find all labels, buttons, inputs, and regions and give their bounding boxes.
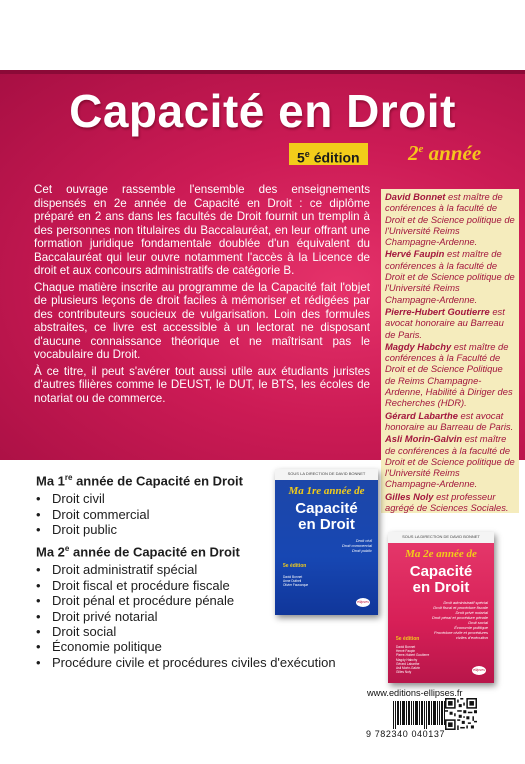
year1-heading xyxy=(36,473,243,488)
book-contents-item: Droit commercial xyxy=(341,543,372,548)
year1-heading-a: Ma 1 xyxy=(36,473,65,489)
book-author: Gilles Noly xyxy=(396,670,412,675)
book-author: David Bonnet xyxy=(283,575,303,579)
book-contents-item: Droit social xyxy=(468,620,488,625)
book-contents-item: Économie politique xyxy=(454,625,488,630)
author-text: est maître de conférences à la faculté de Droit et de Science politique de l'Université Reims Champagne-Ardenne. xyxy=(385,191,515,248)
author-bio xyxy=(385,410,515,433)
book-title-line: en Droit xyxy=(412,579,470,596)
year2-heading-a: Ma 2 xyxy=(36,544,65,560)
description-paragraph: Cet ouvrage rassemble l'ensemble des enseignements dispensés en 2e année de Capacité en Droit : ce diplôme préparé en 2 ans dans les facultés de Droit fournit un tremplin à des personnes non titulaires du Baccalauréat, en leur offrant une formation juridique fondamentale doublée d'un équivalent du Baccalauréat qui leur ouvre notamment l'accès à la Licence de droit et aux concours administratifs de catégorie B. xyxy=(34,183,370,277)
edition-number: 5 xyxy=(297,149,305,166)
description-paragraph: Chaque matière inscrite au programme de la Capacité fait l'objet de plusieurs leçons de droit faciles à mémoriser et rédigées par des contributeurs soucieux de vulgarisation. Loin des formules abstraites, ce livre est accessible à un lectorat ne disposant d'aucune connaissance théorique et ne maîtrisant pas le vocabulaire du Droit. xyxy=(34,280,370,361)
book-contents-item: Droit civil xyxy=(355,538,372,543)
book-contents-item: Droit pénal et procédure pénale xyxy=(431,615,488,620)
edition-sup: e xyxy=(304,149,310,159)
author-bio xyxy=(385,306,515,340)
book-contents xyxy=(342,538,372,553)
band-top-edge xyxy=(0,70,525,74)
book-edition: 5e édition xyxy=(396,636,420,642)
publisher-website: www.editions-ellipses.fr xyxy=(367,688,463,698)
edition-badge xyxy=(289,143,368,165)
year1-items xyxy=(36,491,243,537)
author-bios xyxy=(381,189,519,513)
list-item: • Économie politique xyxy=(36,639,336,654)
author-text: est professeur agrégé de Sciences Sociales. xyxy=(385,490,509,514)
description-paragraph: À ce titre, il peut s'avérer tout aussi utile aux étudiants juristes d'autres filières comme le DEUST, le DUT, le BTS, les écoles de notariat ou de commerce. xyxy=(34,364,370,405)
author-bio xyxy=(385,341,515,409)
author-bio xyxy=(385,433,515,489)
book-title-line: en Droit xyxy=(298,516,355,533)
author-bio xyxy=(385,191,515,247)
book-author: Hervé Faupin xyxy=(396,649,416,654)
book-contents xyxy=(432,600,488,640)
book-contents-item: Procédure civile et procédures xyxy=(433,630,488,635)
publisher-logo: ellipses xyxy=(356,598,370,607)
book-author: Magdy Habchy xyxy=(396,657,418,662)
book-cover-year1 xyxy=(275,469,378,615)
book-subtitle: Ma 2e année de xyxy=(405,548,477,560)
author-text: est maître de conférences à la Faculté de Droit et de Science Politique de Reims Champagne-Ardenne, Habilité à Diriger des Recherches (HDR). xyxy=(385,340,513,409)
author-name: Pierre-Hubert Goutierre xyxy=(385,305,490,317)
book-author: Anne Dutheil xyxy=(283,579,302,584)
edition-text: édition xyxy=(309,149,360,166)
book-title-line: Capacité xyxy=(409,563,473,580)
book-author: Olivier Fauvarque xyxy=(283,583,309,588)
book-title-line: Capacité xyxy=(295,500,358,517)
book-title xyxy=(388,564,494,596)
book-authors xyxy=(283,575,308,588)
year-number: 2 xyxy=(408,141,419,165)
author-bio xyxy=(385,248,515,304)
author-text: est maître de conférences à la faculté de Droit et de Science politique de l'Université Reims Champagne-Ardenne. xyxy=(385,433,515,490)
book-author: Gérard Labarthe xyxy=(396,661,420,666)
year-sup: e xyxy=(418,143,424,155)
book-authors xyxy=(396,645,429,674)
book-series: SOUS LA DIRECTION DE DAVID BONNET xyxy=(287,471,366,476)
book-contents-item: Droit public xyxy=(351,548,372,553)
author-text: est avocat honoraire au Barreau de Paris. xyxy=(385,305,505,340)
book-cover-year2 xyxy=(388,532,494,683)
list-item: • Droit public xyxy=(36,522,243,537)
book-contents-item: Droit privé notarial xyxy=(455,610,488,615)
author-name: Magdy Habchy xyxy=(385,340,452,352)
list-item: • Droit commercial xyxy=(36,507,243,522)
author-bio xyxy=(385,491,515,514)
year2-heading-sup: e xyxy=(64,544,70,553)
book-series: SOUS LA DIRECTION DE DAVID BONNET xyxy=(402,534,480,539)
year1-list xyxy=(36,473,243,538)
author-name: David Bonnet xyxy=(385,191,446,202)
list-item: • Droit privé notarial xyxy=(36,609,336,624)
publisher-logo: ellipses xyxy=(472,666,486,675)
list-item: • Droit pénal et procédure pénale xyxy=(36,593,336,608)
book-contents-item: Droit administratif spécial xyxy=(443,600,488,605)
year-text: année xyxy=(423,141,482,165)
list-item: • Droit administratif spécial xyxy=(36,562,336,577)
book-edition: 5e édition xyxy=(283,563,307,569)
book-subtitle: Ma 1re année de xyxy=(288,485,365,497)
list-item: • Procédure civile et procédures civiles d'exécution xyxy=(36,655,336,670)
author-name: Hervé Faupin xyxy=(385,248,445,260)
list-item: • Droit fiscal et procédure fiscale xyxy=(36,578,336,593)
author-text: est avocat honoraire au Barreau de Paris. xyxy=(385,409,514,432)
book-contents-item: civiles d'exécution xyxy=(455,635,488,640)
description xyxy=(34,183,370,408)
cover-title: Capacité en Droit xyxy=(69,85,456,137)
year-label xyxy=(408,141,481,166)
year1-heading-b: année de Capacité en Droit xyxy=(72,473,243,489)
year1-heading-sup: re xyxy=(64,473,73,482)
author-name: Gérard Labarthe xyxy=(385,409,458,421)
book-title xyxy=(275,501,378,533)
author-name: Gilles Noly xyxy=(385,490,434,502)
author-name: Asli Morin-Galvin xyxy=(385,433,463,445)
list-item: • Droit civil xyxy=(36,491,243,506)
book-author: Pierre-Hubert Goutierre xyxy=(396,653,430,658)
book-author: Asli Morin-Galvin xyxy=(396,666,421,671)
author-text: est maître de conférences à la faculté de Droit et de Science politique de l'Université Reims Champagne-Ardenne. xyxy=(385,248,515,305)
qr-code-icon xyxy=(445,698,477,730)
book-contents-item: Droit fiscal et procédure fiscale xyxy=(433,605,488,610)
book-author: David Bonnet xyxy=(396,645,416,649)
list-item: • Droit social xyxy=(36,624,336,639)
year2-heading-b: année de Capacité en Droit xyxy=(69,544,240,560)
isbn: 9 782340 040137 xyxy=(366,729,446,739)
